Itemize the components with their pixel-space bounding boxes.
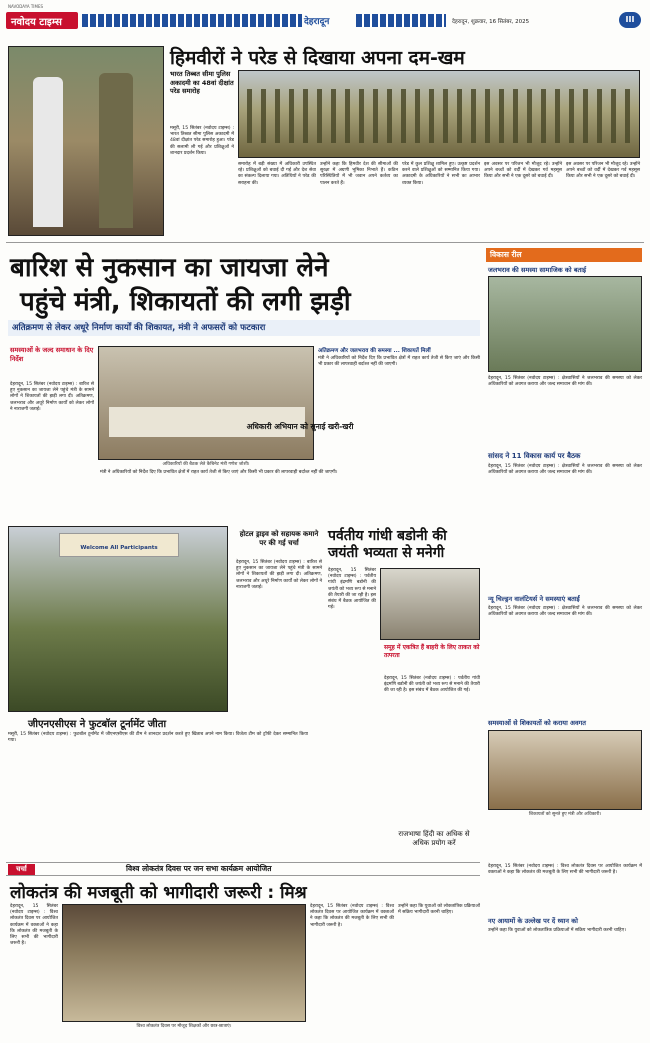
hotel-note: होटल ड्राइव को सहायक कमाने पर की गई चर्चा: [239, 530, 319, 547]
lead-headline: हिमवीरों ने परेड से दिखाया अपना दम-खम: [170, 47, 465, 69]
vikas-reel-title: जलभराव की समस्या सामाजिक को बताई: [488, 266, 587, 274]
bottom-headline: लोकतंत्र की मजबूती को भागीदारी जरूरी : मिश्र: [10, 883, 307, 903]
sub-box-body: मंत्री ने अधिकारियों को निर्देश दिए कि प्रभावित क्षेत्रों में राहत कार्य तेजी से किए जाएं और किसी भी प्रकार की लापरवाही बर्दाश्त नहीं की जाएगी।: [318, 356, 482, 368]
meeting-photo-caption: अधिकारियों की बैठक लेते कैबिनेट मंत्री गणेश जोशी।: [162, 462, 250, 467]
masthead-small-tag: NAVODAYA TIMES: [8, 4, 44, 9]
bottom-right-body-2: उन्होंने कहा कि युवाओं को लोकतांत्रिक प्रक्रियाओं में सक्रिय भागीदारी करनी चाहिए।: [488, 928, 626, 933]
sub-box-title: अतिक्रमण और जलभराव की समस्या ... शिकायतें मिलीं: [318, 348, 431, 354]
vikas-story-4-caption: शिकायतों को सुनते हुए मंत्री और अधिकारी।: [528, 812, 602, 817]
lead-col-2: समारोह में बड़ी संख्या में अधिकारी उपस्थित रहे। प्रशिक्षुओं को बधाई दी गई और देश सेवा का संकल्प दिलाया गया। अतिथियों ने परेड की सराहना की।: [238, 162, 318, 186]
lead-col-4: परेड में कुल प्रशिक्षु शामिल हुए। उत्कृष्ट प्रदर्शन करने वाले प्रशिक्षुओं को सम्मानित किया गया। अकादमी के अधिकारियों ने सभी का आभार व्यक्त किया।: [402, 162, 482, 186]
lead-col-1: मसूरी, 15 सितंबर (नवोदय टाइम्स) : भारत तिब्बत सीमा पुलिस अकादमी में 48वां दीक्षांत परेड समारोह हुआ। परेड की सलामी ली गई और प्रशिक्षुओं ने शानदार प्रदर्शन किया।: [170, 126, 236, 156]
masthead: [6, 4, 644, 32]
main-subhead: [8, 320, 480, 336]
badoni-side-note: समूह में एकत्रित हैं बाहरी के लिए ताकत को तत्परता: [384, 644, 480, 659]
democracy-event-photo: [62, 904, 306, 1022]
lead-col-5: इस अवसर पर परिजन भी मौजूद रहे। उन्होंने अपने बच्चों को वर्दी में देखकर गर्व महसूस किया और सभी ने एक दूसरे को बधाई दी।: [484, 162, 564, 180]
vikas-reel-photo: [488, 276, 642, 372]
bottom-right-title: नए आयामों के उल्लेख पर दें ध्यान को: [488, 917, 578, 925]
officer-figure-1: [33, 77, 63, 227]
bottom-body-col-3: उन्होंने कहा कि युवाओं को लोकतांत्रिक प्रक्रियाओं में सक्रिय भागीदारी करनी चाहिए।: [398, 904, 482, 916]
section-label: देहरादून: [304, 17, 330, 27]
football-banner: [59, 533, 179, 557]
badoni-body-2: देहरादून, 15 सितंबर (नवोदय टाइम्स) : पर्वतीय गांधी इंद्रमणि बडोनी की जयंती को भव्य रूप से मनाने की तैयारी की जा रही है। इस संबंध में बैठक आयोजित की गई।: [384, 676, 482, 694]
football-headline: जीएनएसीएस ने फुटबॉल टूर्नामेंट जीता: [28, 719, 167, 730]
hindi-note: राजभाषा हिंदी का अधिक से अधिक प्रयोग करें: [398, 830, 470, 847]
vikas-story-4-photo: [488, 730, 642, 810]
bottom-right-body: देहरादून, 15 सितंबर (नवोदय टाइम्स) : विश्व लोकतंत्र दिवस पर आयोजित कार्यक्रम में वक्ताओं ने कहा कि लोकतंत्र की मजबूती के लिए सभी की भागीदारी जरूरी है।: [488, 864, 644, 876]
badoni-headline: पर्वतीय गांधी बडोनी की जयंती भव्यता से मनेगी: [328, 528, 447, 561]
vikas-story-3-title: न्यू चिल्ड्रन वालंटियर्स ने समस्याएं बताईं: [488, 595, 580, 603]
lead-photo-parade: [238, 70, 640, 158]
vikas-reel-label-text: विकास रील: [490, 250, 522, 259]
football-body: मसूरी, 15 सितंबर (नवोदय टाइम्स) : फुटबॉल टूर्नामेंट में जीएनएसीएस की टीम ने शानदार प्रदर्शन करते हुए खिताब अपने नाम किया। विजेता टीम को ट्रॉफी देकर सम्मानित किया गया।: [8, 732, 310, 744]
lead-col-6: इस अवसर पर परिजन भी मौजूद रहे। उन्होंने अपने बच्चों को वर्दी में देखकर गर्व महसूस किया और सभी ने एक दूसरे को बधाई दी।: [566, 162, 642, 180]
vikas-reel-label: [486, 248, 642, 262]
vikas-story-4-title: समस्याओं से शिकायतों को कराया अवगत: [488, 719, 586, 727]
vikas-story-3-body: देहरादून, 15 सितंबर (नवोदय टाइम्स) : क्षेत्रवासियों ने जलभराव की समस्या को लेकर अधिकारियों को अवगत कराया और जल्द समाधान की मांग की।: [488, 606, 644, 618]
officials-box-body: मंत्री ने अधिकारियों को निर्देश दिए कि प्रभावित क्षेत्रों में राहत कार्य तेजी से किए जाएं और किसी भी प्रकार की लापरवाही बर्दाश्त नहीं की जाएगी।: [100, 470, 338, 475]
paper-name-logo: नवोदय टाइम्स: [6, 12, 78, 29]
bottom-body-col-2: देहरादून, 15 सितंबर (नवोदय टाइम्स) : विश्व लोकतंत्र दिवस पर आयोजित कार्यक्रम में वक्ताओं ने कहा कि लोकतंत्र की मजबूती के लिए सभी की भागीदारी जरूरी है।: [310, 904, 396, 928]
masthead-stripe-right: [356, 14, 446, 27]
bottom-strip-tag: चर्चा: [8, 864, 35, 875]
football-banner-text: Welcome All Participants: [80, 545, 158, 551]
officials-box-title: अधिकारी अभियान को सुनाई खरी-खरी: [246, 422, 354, 431]
vikas-story-2-body: देहरादून, 15 सितंबर (नवोदय टाइम्स) : क्षेत्रवासियों ने जलभराव की समस्या को लेकर अधिकारियों को अवगत कराया और जल्द समाधान की मांग की।: [488, 464, 644, 476]
badoni-photo: [380, 568, 480, 640]
main-headline-line-1: बारिश से नुकसान का जायजा लेने: [10, 253, 329, 283]
lead-highlight: भारत तिब्बत सीमा पुलिस अकादमी का 48वां दीक्षांत परेड समारोह: [170, 70, 234, 95]
officer-figure-2: [99, 73, 133, 228]
lead-col-3: उन्होंने कहा कि हिमवीर देश की सीमाओं की सुरक्षा में अग्रणी भूमिका निभाते हैं। कठिन परिस्थितियों में भी जवान अपने कर्तव्य का पालन करते हैं।: [320, 162, 400, 186]
democracy-photo-caption: विश्व लोकतंत्र दिवस पर मौजूद शिक्षकों और छात्र-छात्राएं।: [136, 1024, 232, 1029]
hotel-body: देहरादून, 15 सितंबर (नवोदय टाइम्स) : बारिश से हुए नुकसान का जायजा लेने पहुंचे मंत्री के सामने लोगों ने शिकायतों की झड़ी लगा दी। अतिक्रमण, जलभराव और अधूरे निर्माण कार्यों को लेकर लोगों ने नाराजगी जताई।: [236, 560, 324, 590]
parade-rows: [247, 89, 631, 143]
vikas-reel-body: देहरादून, 15 सितंबर (नवोदय टाइम्स) : क्षेत्रवासियों ने जलभराव की समस्या को लेकर अधिकारियों को अवगत कराया और जल्द समाधान की मांग की।: [488, 376, 644, 388]
masthead-stripe: [82, 14, 302, 27]
bottom-strip-text: विश्व लोकतंत्र दिवस पर जन सभा कार्यक्रम आयोजित: [126, 864, 272, 873]
main-body-col-1: देहरादून, 15 सितंबर (नवोदय टाइम्स) : बारिश से हुए नुकसान का जायजा लेने पहुंचे मंत्री के सामने लोगों ने शिकायतों की झड़ी लगा दी। अतिक्रमण, जलभराव और अधूरे निर्माण कार्यों को लेकर लोगों ने नाराजगी जताई।: [10, 382, 96, 412]
bottom-body-col-1: देहरादून, 15 सितंबर (नवोदय टाइम्स) : विश्व लोकतंत्र दिवस पर आयोजित कार्यक्रम में वक्ताओं ने कहा कि लोकतंत्र की मजबूती के लिए सभी की भागीदारी जरूरी है।: [10, 904, 60, 947]
main-side-highlight: समस्याओं के जल्द समाधान के दिए निर्देश: [10, 346, 94, 363]
meeting-photo: [98, 346, 314, 460]
main-subhead-text: अतिक्रमण से लेकर अधूरे निर्माण कार्यों की शिकायत, मंत्री ने अफसरों को फटकारा: [12, 323, 266, 333]
lead-photo-salute: [8, 46, 164, 236]
vikas-story-2-title: सांसद ने 11 विकास कार्य पर बैठक: [488, 452, 581, 460]
badoni-body: देहरादून, 15 सितंबर (नवोदय टाइम्स) : पर्वतीय गांधी इंद्रमणि बडोनी की जयंती को भव्य रूप से मनाने की तैयारी की जा रही है। इस संबंध में बैठक आयोजित की गई।: [328, 568, 378, 611]
page-number: III: [619, 12, 641, 28]
football-team-photo: [8, 526, 228, 712]
main-headline-line-2: पहुंचे मंत्री, शिकायतों की लगी झड़ी: [20, 287, 351, 317]
divider: [6, 242, 644, 243]
dateline: देहरादून, शुक्रवार, 16 सितंबर, 2025: [452, 19, 530, 25]
bottom-strip: [6, 862, 480, 876]
